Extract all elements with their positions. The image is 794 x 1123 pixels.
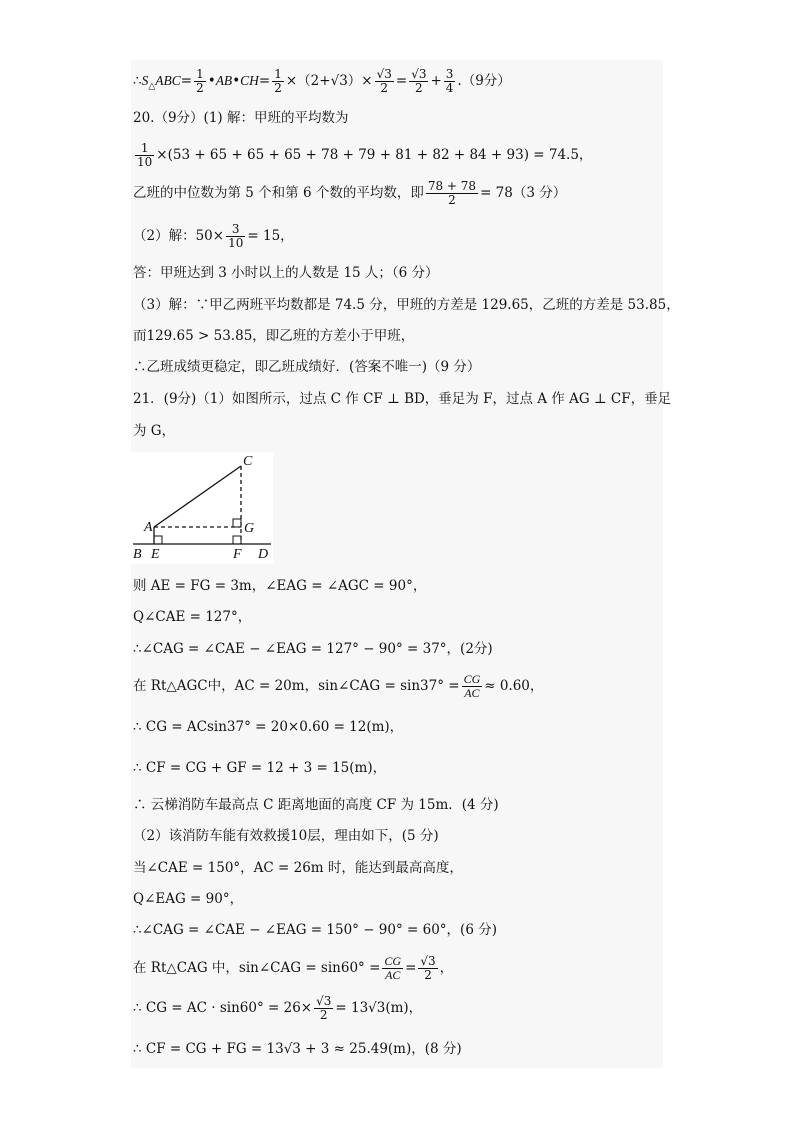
line-answer: 答：甲班达到 3 小时以上的人数是 15 人；（6 分） <box>133 265 439 281</box>
geometry-figure <box>131 452 273 564</box>
line-q21-title-cont: 为 G， <box>133 423 176 439</box>
line-sin60: 在 Rt△CAG 中，sin∠CAG = sin60° = $\frac{CG}{AC}$ = $\frac{√3}{2}$ ， <box>133 954 454 982</box>
line-area-abc: $\therefore S_\triangle ABC=$ $\frac{1}{2}$ •AB•CH= $\frac{1}{2}$ ×（2+√3）× $\frac{√3}{2}$ = $\frac{√3}{2}$ + $\frac{3}{4}$ .（9分） <box>133 67 511 95</box>
line-height-result: ∴ 云梯消防车最高点 C 距离地面的高度 CF 为 15m．(4 分) <box>133 797 499 813</box>
line-given: 则 AE = FG = 3m，∠EAG = ∠AGC = 90°， <box>133 578 427 594</box>
label-f: F <box>233 547 242 562</box>
line-conclusion: ∴乙班成绩更稳定，即乙班成绩好．(答案不唯一)（9 分） <box>133 359 481 375</box>
line-mean-calc: $\frac{1}{10}$ ×(53 + 65 + 65 + 65 + 78 + 79 + 81 + 82 + 84 + 93) = 74.5， <box>137 141 593 169</box>
line-q20-part3: （3）解：∵甲乙两班平均数都是 74.5 分，甲班的方差是 129.65，乙班的方差是 53.85， <box>133 297 680 313</box>
line-variance-compare: 而129.65 > 53.85，即乙班的方差小于甲班， <box>133 328 415 344</box>
document-page <box>131 60 663 1068</box>
line-max-condition: 当∠CAE = 150°，AC = 26m 时，能达到最高高度， <box>133 860 463 876</box>
line-q20-part2: （2）解：50× $\frac{3}{10}$ = 15， <box>133 222 294 250</box>
label-e: E <box>151 547 160 562</box>
line-angle-eag: Q∠EAG = 90°， <box>133 891 244 907</box>
line-sin37: 在 Rt△AGC中，AC = 20m，sin∠CAG = sin37° = $\frac{CG}{AC}$ ≈ 0.60， <box>133 672 544 700</box>
line-part2: （2）该消防车能有效救援10层，理由如下，(5 分) <box>133 828 439 844</box>
line-median: 乙班的中位数为第 5 个和第 6 个数的平均数，即 $\frac{78 + 78}{2}$ = 78（3 分） <box>133 179 567 207</box>
label-d: D <box>258 547 269 562</box>
line-angle-cag: ∴∠CAG = ∠CAE − ∠EAG = 127° − 90° = 37°，(2分) <box>133 641 493 657</box>
line-cf-value: ∴ CF = CG + GF = 12 + 3 = 15(m)， <box>133 760 387 776</box>
label-a: A <box>144 520 153 535</box>
line-cf-final: ∴ CF = CG + FG = 13√3 + 3 ≈ 25.49(m)，(8 分) <box>133 1041 462 1057</box>
label-b: B <box>133 547 142 562</box>
label-g: G <box>244 521 255 536</box>
line-angle-cae: Q∠CAE = 127°， <box>133 609 252 625</box>
line-cg-sqrt: ∴ CG = AC · sin60° = 26× $\frac{√3}{2}$ = 13√3(m)， <box>133 994 423 1022</box>
line-angle-cag-60: ∴∠CAG = ∠CAE − ∠EAG = 150° − 90° = 60°，(6 分) <box>133 922 497 938</box>
line-q21-title: 21．(9分)（1）如图所示，过点 C 作 CF ⊥ BD，垂足为 F，过点 A 作 AG ⊥ CF，垂足 <box>133 391 672 407</box>
line-q20-title: 20.（9分）(1) 解：甲班的平均数为 <box>133 110 349 126</box>
label-c: C <box>243 454 253 469</box>
line-cg-value: ∴ CG = ACsin37° = 20×0.60 = 12(m)， <box>133 719 404 735</box>
